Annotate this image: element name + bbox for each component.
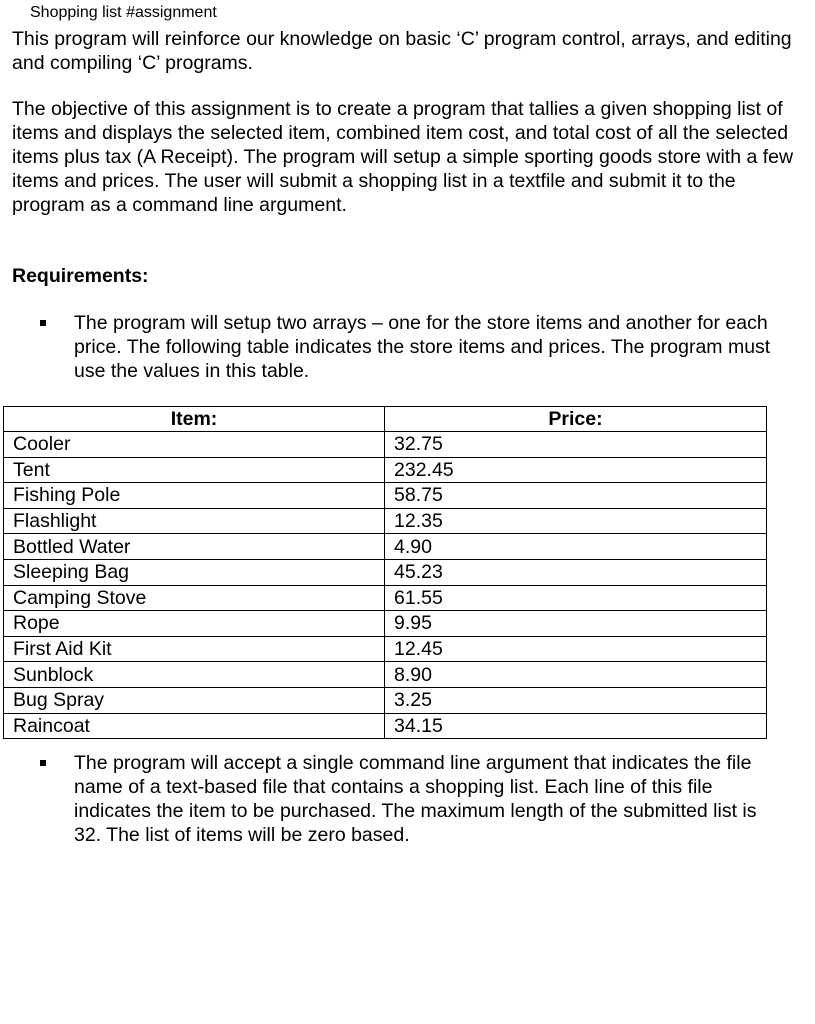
requirement-text: The program will accept a single command line argument that indicates the file name of a text-based file that contains a shopping list. Each line of this file indicates the item to be purchased. The maximum length of the submitted list is 32. The list of items will be zero based. [74,752,757,846]
price-cell: 8.90 [385,662,767,688]
price-cell: 58.75 [385,483,767,509]
item-cell: Bug Spray [4,687,385,713]
table-row [4,585,767,611]
table-header-row [4,407,767,432]
item-cell: Sunblock [4,662,385,688]
table-row [4,432,767,458]
item-cell: First Aid Kit [4,636,385,662]
table-row [4,559,767,585]
price-cell: 9.95 [385,611,767,637]
bullet-square-icon [40,760,46,766]
item-cell: Flashlight [4,508,385,534]
intro-paragraph-1: This program will reinforce our knowledge on basic ‘C’ program control, arrays, and editing and compiling ‘C’ programs. [12,28,792,74]
table-row [4,713,767,739]
requirements-heading: Requirements: [12,265,149,287]
item-cell: Tent [4,457,385,483]
price-cell: 12.35 [385,508,767,534]
item-cell: Raincoat [4,713,385,739]
item-cell: Rope [4,611,385,637]
document-title: Shopping list #assignment [30,4,217,21]
table-row [4,534,767,560]
price-cell: 3.25 [385,687,767,713]
store-items-table [3,406,767,739]
item-cell: Sleeping Bag [4,559,385,585]
price-column-header: Price: [385,407,767,432]
price-cell: 34.15 [385,713,767,739]
requirement-text: The program will setup two arrays – one for the store items and another for each price. The following table indicates the store items and prices. The program must use the values in this table. [74,312,771,382]
price-cell: 4.90 [385,534,767,560]
requirement-bullet-1 [40,311,780,383]
table-row [4,636,767,662]
item-cell: Cooler [4,432,385,458]
intro-paragraph-2: The objective of this assignment is to create a program that tallies a given shopping list of items and displays the selected item, combined item cost, and total cost of all the selected items plus tax (A Receipt). The program will setup a simple sporting goods store with a few items and prices. The user will submit a shopping list in a textfile and submit it to the program as a command line argument. [12,98,794,216]
price-cell: 61.55 [385,585,767,611]
item-cell: Bottled Water [4,534,385,560]
table-row [4,687,767,713]
item-cell: Camping Stove [4,585,385,611]
bullet-square-icon [40,320,46,326]
table-row [4,508,767,534]
price-cell: 45.23 [385,559,767,585]
price-cell: 12.45 [385,636,767,662]
requirement-bullet-2 [40,751,780,847]
table-row [4,457,767,483]
item-column-header: Item: [4,407,385,432]
table-row [4,611,767,637]
price-cell: 32.75 [385,432,767,458]
table-row [4,483,767,509]
table-row [4,662,767,688]
item-cell: Fishing Pole [4,483,385,509]
price-cell: 232.45 [385,457,767,483]
